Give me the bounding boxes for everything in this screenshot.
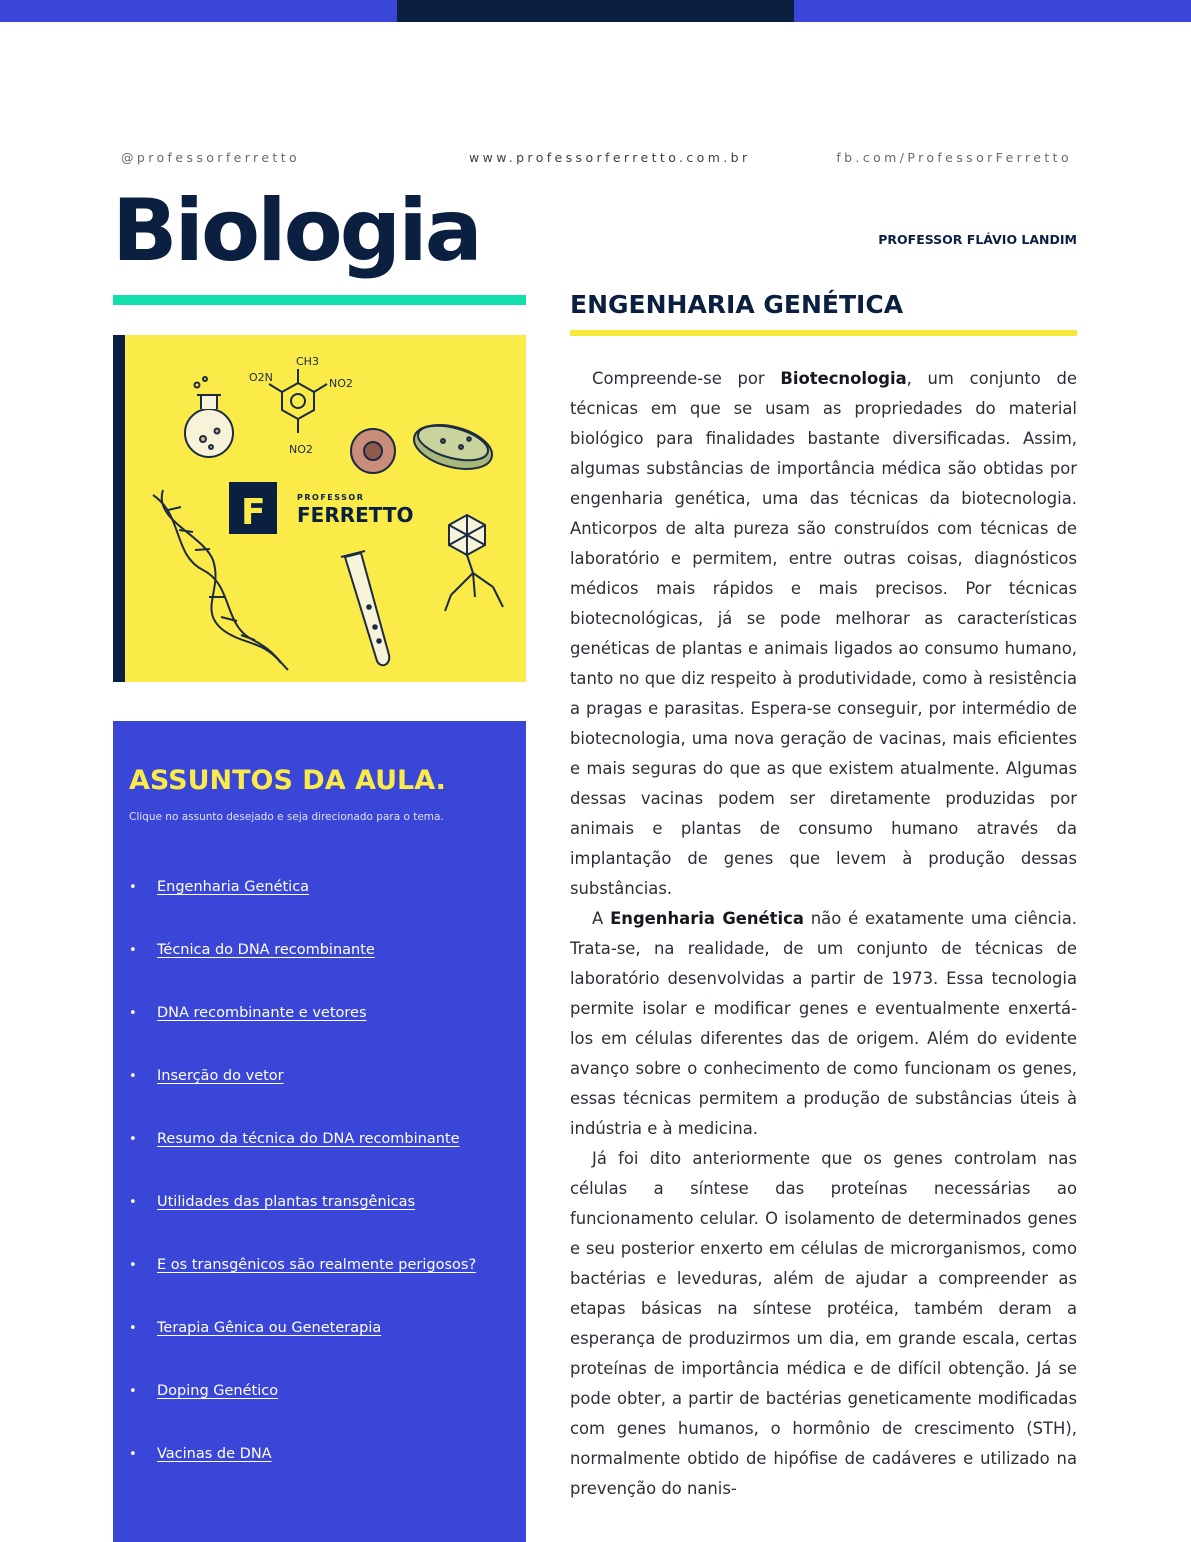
topic-link-label[interactable]: Resumo da técnica do DNA recombinante	[157, 1131, 460, 1147]
topic-link[interactable]	[129, 1194, 415, 1210]
topic-link[interactable]	[129, 1257, 476, 1273]
bullet-icon: •	[129, 1447, 137, 1462]
top-bar-middle-segment	[397, 0, 794, 22]
logo-letter: F	[241, 492, 266, 533]
formula-no2-right: NO2	[329, 377, 353, 390]
p2-bold-term: Engenharia Genética	[610, 909, 804, 928]
title-underline	[113, 295, 526, 305]
top-bar-right-segment	[794, 0, 1191, 22]
topic-link-label[interactable]: Vacinas de DNA	[157, 1446, 272, 1462]
topics-panel	[113, 721, 526, 1542]
topic-link[interactable]	[129, 879, 309, 895]
test-tube-icon	[341, 551, 389, 665]
flask-icon	[185, 377, 233, 457]
bacteriophage-icon	[445, 515, 503, 611]
top-bar-left-segment	[0, 0, 397, 22]
topic-link[interactable]	[129, 1446, 272, 1462]
professor-name: PROFESSOR FLÁVIO LANDIM	[878, 232, 1077, 247]
topic-link[interactable]	[129, 942, 375, 958]
lesson-title: ENGENHARIA GENÉTICA	[570, 290, 904, 319]
page-title: Biologia	[112, 181, 480, 281]
topics-panel-subtitle: Clique no assunto desejado e seja direcionado para o tema.	[129, 811, 444, 823]
topic-link-label[interactable]: Técnica do DNA recombinante	[157, 942, 375, 958]
topic-link-label[interactable]: Inserção do vetor	[157, 1068, 284, 1084]
p1-text-a: Compreende-se por	[592, 369, 781, 388]
formula-ch3: CH3	[296, 355, 319, 368]
topic-link-label[interactable]: Utilidades das plantas transgênicas	[157, 1194, 416, 1210]
bullet-icon: •	[129, 1006, 137, 1021]
article-paragraph-2	[570, 904, 1077, 1144]
topics-list	[113, 721, 526, 1542]
facebook-link[interactable]: fb.com/ProfessorFerretto	[836, 150, 1072, 165]
lesson-title-underline	[570, 330, 1077, 336]
cover-drawing	[113, 335, 526, 682]
topic-link[interactable]	[129, 1005, 367, 1021]
website-link[interactable]: www.professorferretto.com.br	[469, 150, 751, 165]
bullet-icon: •	[129, 1069, 137, 1084]
topics-panel-title: ASSUNTOS DA AULA.	[129, 765, 446, 796]
ferretto-logo	[229, 482, 414, 534]
formula-o2n: O2N	[249, 371, 273, 384]
bullet-icon: •	[129, 1132, 137, 1147]
formula-no2-bottom: NO2	[289, 443, 313, 456]
petri-dish-icon	[409, 417, 497, 476]
molecule-icon	[269, 369, 327, 433]
cell-icon	[351, 429, 395, 473]
p1-bold-term: Biotecnologia	[780, 369, 907, 388]
p1-text-b: , um conjunto de técnicas em que se usam as propriedades do material biológico para finalidades bastante diversificadas. Assim, algumas substâncias de importância médica são obtidas por engenharia genética, uma das técnicas da biotecnologia. Anticorpos de alta pureza são construídos com técnicas de laboratório e permitem, entre outras coisas, diagnósticos médicos mais rápidos e mais precisos. Por técnicas biotecnológicas, já se pode melhorar as características genéticas de plantas e animais ligados ao consumo humano, tanto no que diz respeito à produtividade, como à resistência a pragas e parasitas. Espera-se conseguir, por intermédio de biotecnologia, uma nova geração de vacinas, mais eficientes e mais seguras do que as que existem atualmente. Algumas dessas vacinas podem ser diretamente produzidas por animais e plantas de consumo humano através da implantação de genes que levem à produção dessas substâncias.	[570, 369, 1077, 898]
topic-link-label[interactable]: E os transgênicos são realmente perigosos?	[157, 1257, 477, 1273]
bullet-icon: •	[129, 1258, 137, 1273]
instagram-handle[interactable]: @professorferretto	[121, 150, 301, 165]
topic-link[interactable]	[129, 1383, 278, 1399]
bullet-icon: •	[129, 1384, 137, 1399]
bullet-icon: •	[129, 1195, 137, 1210]
topic-link[interactable]	[129, 1320, 381, 1336]
bullet-icon: •	[129, 880, 137, 895]
topic-link-label[interactable]: Engenharia Genética	[157, 879, 310, 895]
p2-text-b: não é exatamente uma ciência. Trata-se, na realidade, de um conjunto de técnicas de laboratório desenvolvidas a partir de 1973. Essa tecnologia permite isolar e modificar genes e eventualmente enxertá-los em células diferentes das de origem. Além do evidente avanço sobre o conhecimento de como funcionam os genes, essas técnicas permitem a produção de substâncias úteis à indústria e à medicina.	[570, 909, 1077, 1138]
topic-link-label[interactable]: Terapia Gênica ou Geneterapia	[157, 1320, 382, 1336]
logo-big-text: FERRETTO	[297, 503, 414, 527]
bullet-icon: •	[129, 943, 137, 958]
topic-link-label[interactable]: Doping Genético	[157, 1383, 279, 1399]
article-paragraph-3: Já foi dito anteriormente que os genes controlam nas células a síntese das proteínas necessárias ao funcionamento celular. O isolamento de determinados genes e seu posterior enxerto em células de microrganismos, como bactérias e leveduras, além de ajudar a compreender as etapas básicas na síntese protéica, também deram a esperança de produzirmos um dia, em grande escala, certas proteínas de importância médica e de difícil obtenção. Já se pode obter, a partir de bactérias geneticamente modificadas com genes humanos, o hormônio de crescimento (STH), normalmente obtido de hipófise de cadáveres e utilizado na prevenção do nanis-	[570, 1149, 1077, 1498]
topic-link[interactable]	[129, 1131, 460, 1147]
bullet-icon: •	[129, 1321, 137, 1336]
article-body	[570, 364, 1077, 1504]
article-paragraph-1	[570, 364, 1077, 904]
topic-link-label[interactable]: DNA recombinante e vetores	[157, 1005, 367, 1021]
p2-text-a: A	[592, 909, 611, 928]
cover-illustration	[113, 335, 526, 682]
topic-link[interactable]	[129, 1068, 284, 1084]
top-color-bar	[0, 0, 1191, 22]
logo-small-text: PROFESSOR	[297, 493, 365, 502]
